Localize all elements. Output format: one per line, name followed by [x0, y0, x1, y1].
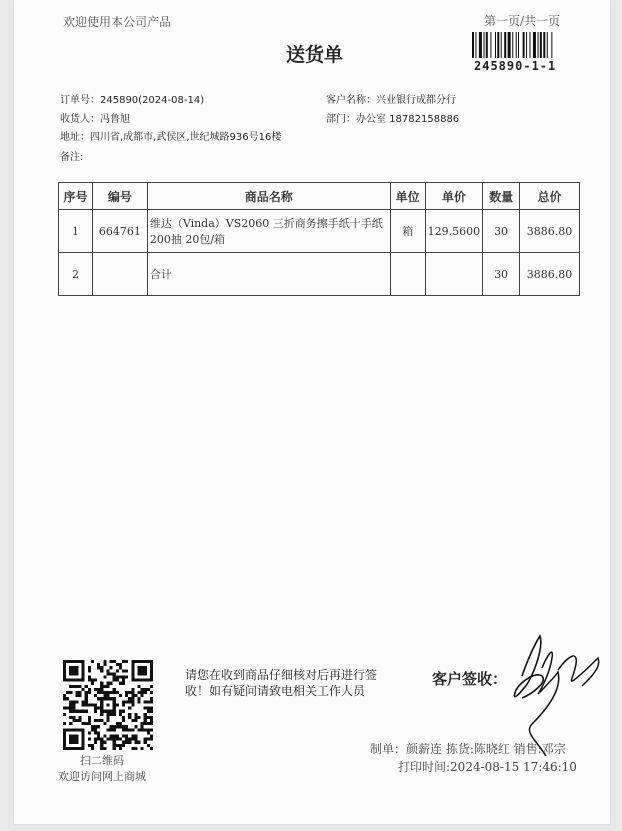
header-unit: 单位 [390, 183, 425, 210]
items-table [58, 182, 580, 296]
signature-label: 客户签收： [432, 670, 508, 688]
cell-quantity: 30 [483, 253, 520, 296]
header-total: 总价 [520, 183, 580, 210]
cell-product-name [147, 253, 390, 296]
document-title: 送货单 [286, 44, 344, 66]
notice-line1: 请您在收到商品仔细核对后再进行签 [185, 668, 378, 682]
barcode [472, 32, 576, 58]
cell-index: 1 [59, 210, 93, 253]
header-product-name: 商品名称 [147, 183, 390, 210]
qr-caption: 扫二维码 [80, 754, 124, 767]
qr-caption-mall: 欢迎访问网上商城 [58, 770, 146, 783]
table-row [59, 210, 580, 253]
cell-code: 664761 [92, 210, 147, 253]
staff-info: 制单：颜薪连 拣货:陈晓红 销售:邓宗 [370, 742, 566, 756]
barcode-number: 245890-1-1 [474, 59, 557, 73]
table-row [59, 253, 580, 296]
customer-name: 客户名称：兴业银行成都分行 [326, 95, 456, 106]
notice-line2: 收！如有疑问请致电相关工作人员 [185, 684, 366, 698]
header-quantity: 数量 [483, 183, 520, 210]
delivery-note-page [14, 0, 610, 824]
product-name-line1: 合计 [149, 268, 172, 281]
header-index: 序号 [59, 183, 93, 210]
receiver: 收货人：冯鲁旭 [60, 114, 130, 125]
qr-code [63, 660, 153, 750]
header-price: 单价 [425, 183, 483, 210]
address: 地址：四川省,成都市,武侯区,世纪城路936号16楼 [60, 132, 282, 143]
cell-total: 3886.80 [520, 210, 580, 253]
department: 部门：办公室 18782158886 [326, 114, 460, 125]
header-code: 编号 [92, 183, 147, 210]
page-indicator: 第一页/共一页 [484, 14, 561, 28]
cell-price: 129.5600 [425, 210, 483, 253]
print-time: 打印时间:2024-08-15 17:46:10 [398, 760, 577, 774]
cell-total: 3886.80 [520, 253, 580, 296]
cell-product-name [147, 210, 390, 253]
cell-index: 2 [59, 253, 93, 296]
order-number: 订单号：245890(2024-08-14) [60, 95, 205, 106]
table-header-row [59, 183, 580, 210]
cell-code [92, 253, 147, 296]
cell-unit [390, 253, 425, 296]
welcome-text: 欢迎使用本公司产品 [63, 15, 172, 29]
cell-quantity: 30 [483, 210, 520, 253]
product-name-line2: 200抽 20包/箱 [149, 233, 226, 246]
cell-price [425, 253, 483, 296]
remark: 备注: [60, 152, 84, 163]
product-name-line1: 维达（Vinda）VS2060 三折商务擦手纸十手纸 [149, 217, 383, 230]
cell-unit: 箱 [390, 210, 425, 253]
